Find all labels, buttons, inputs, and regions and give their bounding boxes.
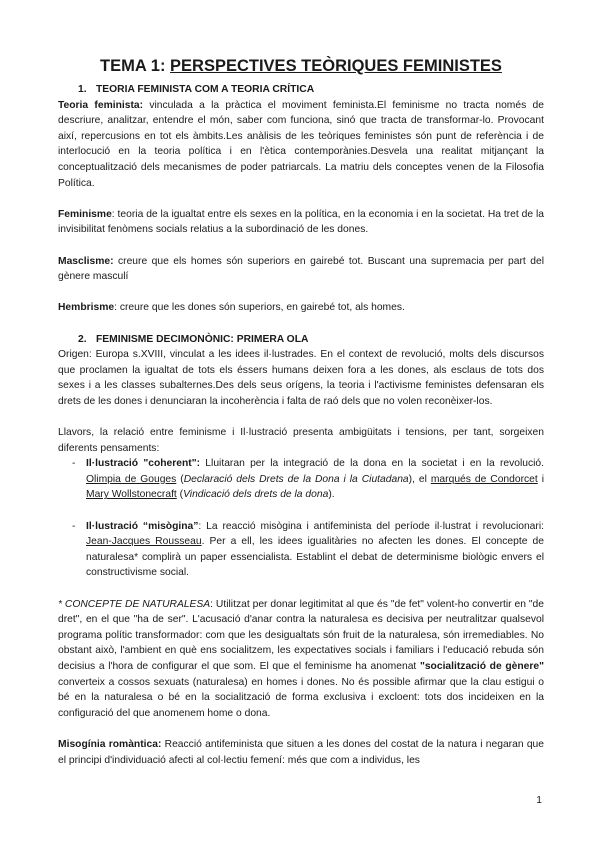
thought-list [58,456,544,503]
section-1-number: 1. [78,84,87,95]
naturalesa-label: * CONCEPTE DE NATURALESA [58,598,211,610]
name-gouges: Olimpia de Gouges [86,473,177,485]
misoginia-term: Misogínia romàntica: [58,738,162,750]
title-prefix: TEMA 1: [100,57,171,75]
section-1-heading [58,82,544,98]
teoria-term: Teoria feminista: [58,99,144,111]
page-number: 1 [536,795,542,806]
work-declaracio: Declaració dels Drets de la Dona i la Ciutadana [183,473,409,485]
misoginia-paragraph [58,737,544,768]
thought-list-2 [58,519,544,581]
name-rousseau: Jean-Jacques Rousseau [86,536,202,548]
masclisme-term: Masclisme: [58,255,114,267]
feminisme-term: Feminisme [58,208,112,220]
page-title [58,56,544,76]
section-2-heading [58,332,544,348]
name-condorcet: marqués de Condorcet [430,473,538,485]
masclisme-paragraph [58,254,544,285]
llavors-paragraph: Llavors, la relació entre feminisme i Il·lustració presenta ambigüitats i tensions, per tant, sorgeixen diferents pensaments: [58,427,544,454]
hembrisme-term: Hembrisme [58,302,115,314]
teoria-feminista-paragraph [58,98,544,192]
title-main: PERSPECTIVES TEÒRIQUES FEMINISTES [170,57,502,75]
socialitzacio-term: "socialització de gènere" [419,660,544,672]
feminisme-paragraph [58,207,544,238]
masclisme-text: creure que els homes són superiors en gairebé tot. Buscant una supremacia per part del gènere masculí [58,255,544,283]
bullet1-term: Il·lustració "coherent": [86,458,201,470]
hembrisme-paragraph [58,300,544,316]
section-1-title: TEORIA FEMINISTA COM A TEORIA CRÍTICA [96,84,315,95]
misoginia-text: Reacció antifeminista que situen a les dones del costat de la natura i negaran que el principi d'individuació afecti al col·lectiu femení: més que com a individus, les [58,738,545,766]
work-vindicacio: Vindicació dels drets de la dona [183,489,329,501]
origen-paragraph: Origen: Europa s.XVIII, vinculat a les idees il·lustrades. En el context de revolució, molts dels discursos que proclamen la igualtat de tots els éssers humans deixen fora a les dones, als esclaus de tots dos sexes i a les classes subalternes.Des dels seus orígens, la teoria i l'activisme feministes defensaran els drets de les dones i denunciaran la incoherència i falta de raó dels que no volen reconèixer-los. [58,349,544,407]
bullet-dash: - [72,458,76,470]
section-2-title: FEMINISME DECIMONÒNIC: PRIMERA OLA [96,333,309,345]
naturalesa-footnote: * CONCEPTE DE NATURALESA: Utilitzat per donar legitimitat al que és "de fet" volent-ho convertir en "de dret", en el que "ha de ser". L'acusació d'anar contra la naturalesa es decisiva per neutralitzar qualsevol programa polític transformador: com que les desigualtats són fruit de la naturalesa, són irremediables. No obstant això, l'ambient en què ens socialitzem, les expectatives socials i familiars i l'educació rebuda són decisius a l'hora de configurar el que som. El que el feminisme ha anomenat "socialització de gènere" converteix a cossos sexuats (naturalesa) en homes i dones. No és possible afirmar que la clau estigui o bé en la naturalesa o bé en la socialització de forma exclusiva i excloent: tots dos incideixen en la configuració del que anomenem home o dona. [58,598,544,719]
section-2-number: 2. [78,333,87,345]
document-page [58,56,544,768]
list-item-misogina: - Il·lustració “misògina”: La reacció misògina i antifeminista del període il·lustrat i revolucionari: Jean-Jacques Rousseau. Per a ell, les idees igualitàries no afecten les dones. El concepte de naturalesa* complirà un paper essencialista. Establint el debat de determinisme biològic envers el constructivisme social. [72,520,544,579]
bullet2-term: Il·lustració “misògina” [86,520,199,532]
list-item-coherent: - Il·lustració "coherent": Lluitaran per la integració de la dona en la societat i en la revolució. Olimpia de Gouges (Declaració dels Drets de la Dona i la Ciutadana), el marqués de Condorcet i Mary Wollstonecraft (Vindicació dels drets de la dona). [72,458,545,501]
teoria-text: vinculada a la pràctica el moviment feminista.El feminisme no tracta només de descriure, analitzar, entendre el món, saber com funciona, sinó que tracta de transformar-lo. Provocant així, repercusions en tot els àmbits.Les anàlisis de les teòriques feministes són punt de referència i de interlocució en la teoria política i en l'ètica contemporànies.Desvela una realitat mitjançant la conceptualització dels mecanismes de poder patriarcals. La matriu dels conceptes venen de la Filosofia Política. [58,99,544,189]
name-wollstonecraft: Mary Wollstonecraft [86,489,177,501]
bullet-dash: - [72,520,76,532]
hembrisme-text: : creure que les dones són superiors, en gairebé tot, als homes. [114,302,405,314]
feminisme-text: : teoria de la igualtat entre els sexes en la política, en la economia i en la societat. Ha tret de la invisibilitat fenòmens socials relatius a la subordinació de les dones. [58,208,544,236]
